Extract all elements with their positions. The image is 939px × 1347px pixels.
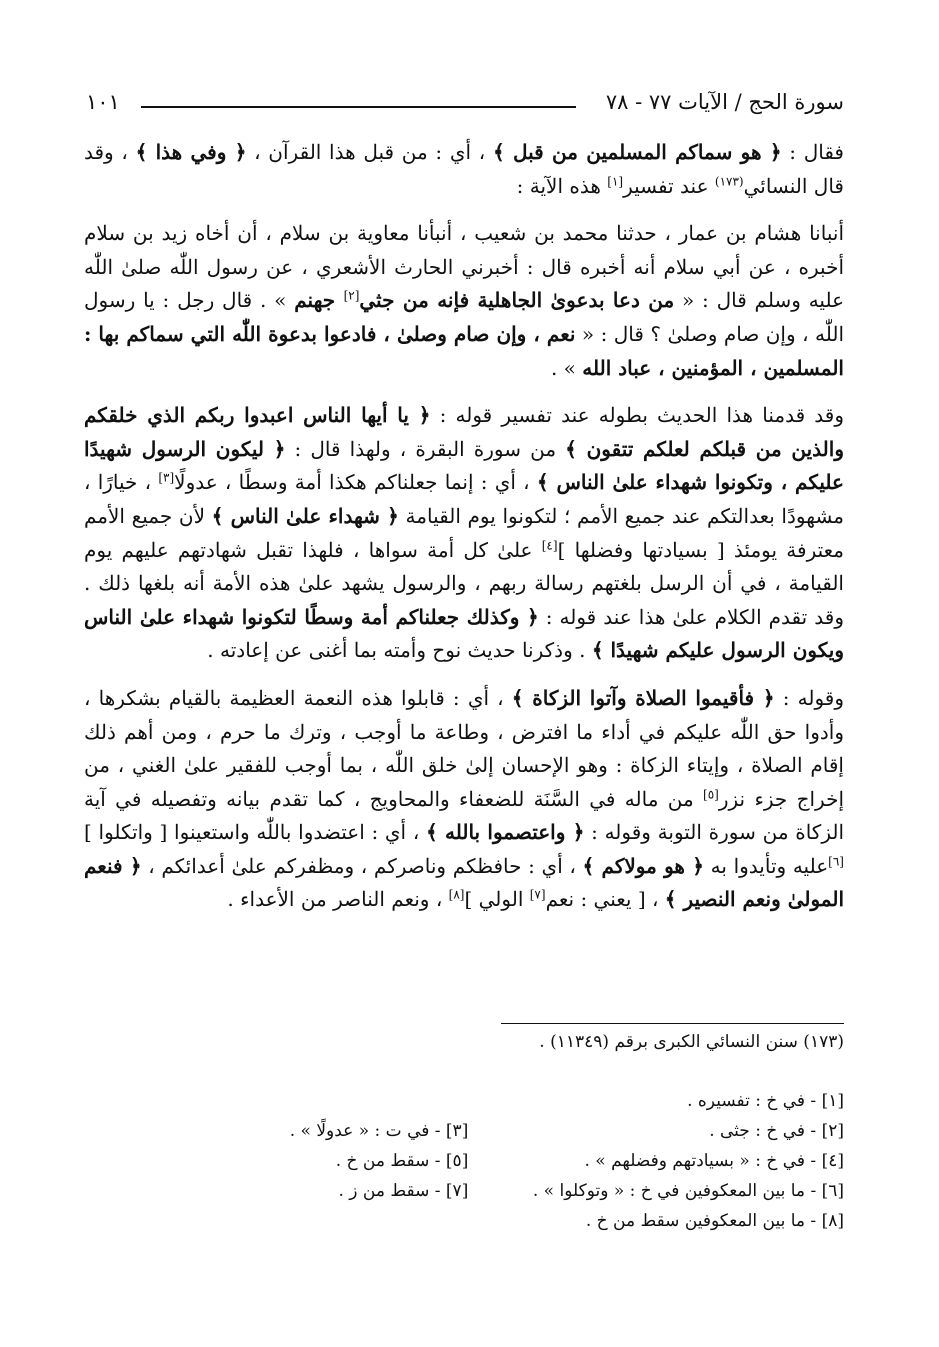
quoted-text: ﴿ شهداء علىٰ الناس ﴾ [211,503,399,528]
note-marker: [٤] [541,537,558,552]
text-run: علىٰ كل أمة سواها ، فلهذا تقبل شهادتهم عليهم يوم القيامة ، في أن الرسل بلغتهم رسالة ربهم ، والرسول يشهد علىٰ هذه الأمة أنه بلغها ذلك . وقد تقدم الكلام علىٰ هذا عند قوله : [84,537,844,629]
text-run: عند تفسير [623,173,715,198]
note-marker: (١٧٣) [714,173,744,188]
text-run: وقوله : [774,685,845,710]
text-run: . وذكرنا حديث نوح وأمته بما أغنى عن إعادته . [207,638,592,663]
note: [٢] - في خ : جثى . [709,1121,844,1141]
text-run: » . [550,355,583,380]
note-row [200,1206,844,1236]
text-run: ، أي : قابلوا هذه النعمة العظيمة بالقيام بشكرها ، وأدوا حق اللّٰه عليكم في أداء ما افترض ، وطاعة ما أوجب ، وترك ما حرم ، ومن أهم ذلك إقام الصلاة ، وإيتاء الزكاة : وهو الإحسان إلىٰ خلق اللّٰه ، بما أوجب للفقير علىٰ الغني ، من إخراج جزء نزر [84,685,845,811]
text-run: » . قال رجل : يا رسول اللّٰه ، وإن صام وصلىٰ ؟ قال : « [84,288,844,346]
quoted-text: ﴿ واعتصموا بالله ﴾ [425,820,585,845]
footnote-rule [501,1023,844,1024]
text-run: ، [ يعني : نعم [545,887,665,912]
note-marker: [٨] [448,887,465,902]
quoted-text: نعم ، وإن صام وصلىٰ ، فادعوا بدعوة اللّٰه التي سماكم بها : المسلمين ، المؤمنين ، عباد الله [84,321,844,380]
note-row [200,1086,844,1116]
text-run: ، أي : حافظكم وناصركم ، ومظفركم علىٰ أعدائكم ، [141,853,583,878]
page-header [86,84,844,120]
quoted-text: جهنم [294,288,344,313]
text-run: من ماله في السَّنَة للضعفاء والمحاويج ، كما تقدم بيانه وتفصيله في آية الزكاة من سورة التوبة وقوله : [84,786,845,845]
text-run: ، ونعم الناصر من الأعداء . [227,887,449,912]
text-run: ، وقد قال النسائي [84,140,844,198]
text-run: ، أي : اعتضدوا باللّٰه واستعينوا [ واتكلوا ] [84,820,426,845]
paragraph-1 [84,136,844,203]
note-marker: [٦] [828,854,844,869]
text-run: أنبانا هشام بن عمار ، حدثنا محمد بن شعيب ، أنبأنا معاوية بن سلام ، أن أخاه زيد بن سلام أخبره ، عن أبي سلام أنه أخبره قال : أخبرني الحارث الأشعري ، عن رسول اللّٰه صلىٰ اللّٰه عليه وسلم قال : « [84,221,845,313]
note: [٤] - في خ : « بسيادتهم وفضلهم » . [584,1151,844,1171]
note-marker: [٥] [703,787,719,802]
quoted-text: ﴿ وفي هذا ﴾ [135,140,247,164]
quoted-text: من دعا بدعوىٰ الجاهلية فإنه من جثي [359,288,675,313]
header-rule [141,106,576,108]
paragraph-2 [84,217,844,385]
quoted-text: ﴿ فأقيموا الصلاة وآتوا الزكاة ﴾ [511,685,775,710]
note: [١] - في خ : تفسيره . [687,1091,844,1111]
note-marker: [٧] [529,887,546,902]
quoted-text: ﴿ هو سماكم المسلمين من قبل ﴾ [492,140,782,164]
paragraph-3 [84,399,844,668]
note-marker: [٢] [343,288,360,303]
text-run: فقال : [781,140,844,164]
text-run: هذه الآية : [516,173,608,198]
quoted-text: ﴿ فنعم المولىٰ ونعم النصير ﴾ [84,853,844,912]
text-run: عليه وتأيدوا به [703,853,829,878]
running-title: سورة الحج / الآيات ٧٧ - ٧٨ [605,90,844,114]
footnote-source: (١٧٣) سنن النسائي الكبرى برقم (١١٣٤٩) . [539,1032,844,1052]
page-number: ١٠١ [86,90,120,114]
text-run: لأن جميع الأمم معترفة يومئذ [ بسيادتها وفضلها ] [84,503,844,562]
note-row [200,1146,844,1176]
quoted-text: ﴿ وكذلك جعلناكم أمة وسطًا لتكونوا شهداء علىٰ الناس ويكون الرسول عليكم شهيدًا ﴾ [84,604,844,663]
note-row [200,1176,844,1206]
paragraph-4 [84,682,844,917]
note-marker: [١] [607,173,624,188]
note: [٨] - ما بين المعكوفين سقط من خ . [585,1211,844,1231]
note: [٥] - سقط من خ . [335,1151,469,1171]
main-text [84,136,844,917]
quoted-text: ﴿ هو مولاكم ﴾ [582,853,704,878]
text-run: ، خيارًا ، مشهودًا بعدالتكم عند جميع الأمم ؛ لتكونوا يوم القيامة [84,470,844,528]
note: [٦] - ما بين المعكوفين في خ : « وتوكلوا » . [532,1181,844,1201]
text-run: من سورة البقرة ، ولهذا قال : [285,436,566,461]
note: [٧] - سقط من ز . [338,1181,469,1201]
text-run: وقد قدمنا هذا الحديث بطوله عند تفسير قوله : [430,403,844,428]
text-run: ، أي : من قبل هذا القرآن ، [246,140,493,164]
note-row [200,1116,844,1146]
quoted-text: ﴿ ليكون الرسول شهيدًا عليكم ، وتكونوا شهداء علىٰ الناس ﴾ [84,436,844,495]
note: [٣] - في ت : « عدولًا » . [289,1121,469,1141]
quoted-text: ﴿ يا أيها الناس اعبدوا ربكم الذي خلقكم والذين من قبلكم لعلكم تتقون ﴾ [84,403,844,461]
text-run: ، أي : إنما جعلناكم هكذا أمة وسطًا ، عدولًا [174,470,537,495]
text-run: الولي ] [464,887,530,912]
variant-notes [200,1086,844,1236]
note-marker: [٣] [158,470,175,485]
